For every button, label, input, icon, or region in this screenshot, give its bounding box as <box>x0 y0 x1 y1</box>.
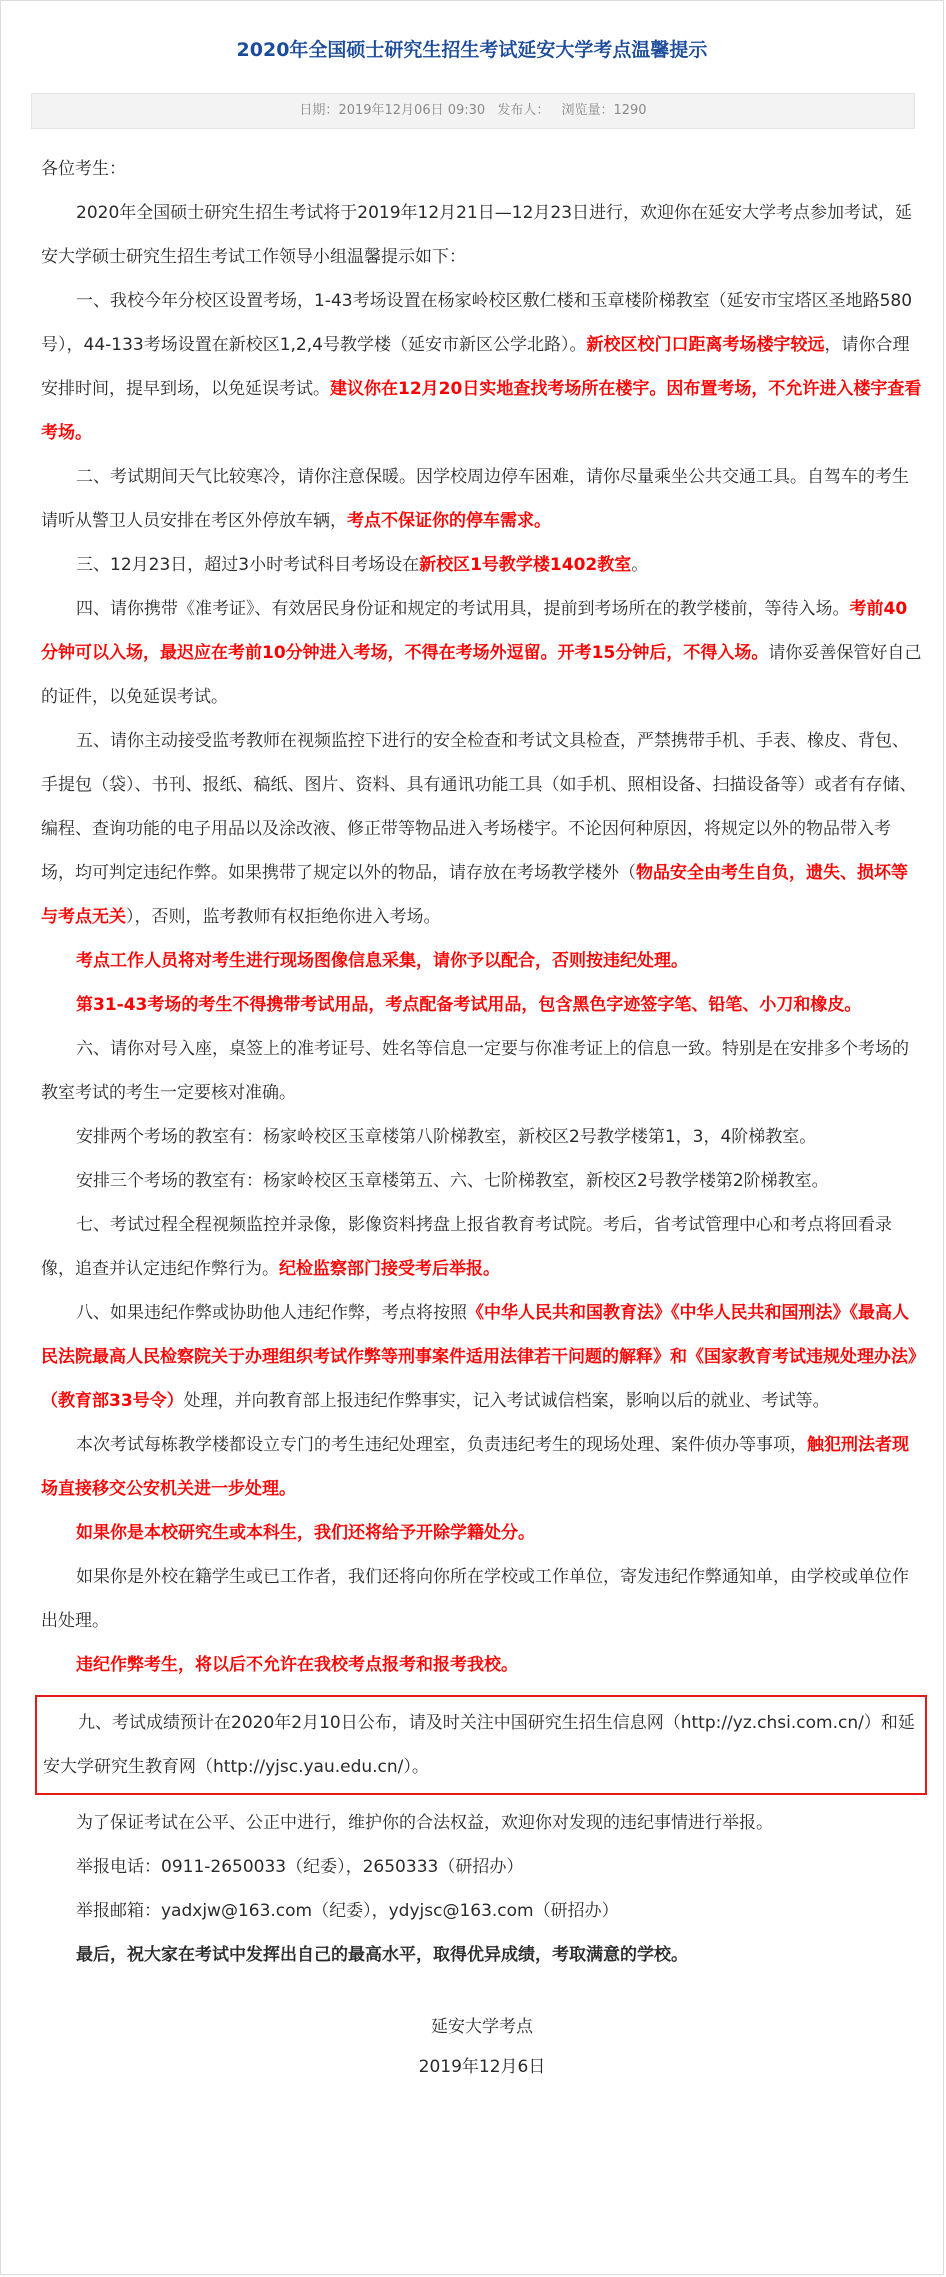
signature-date: 2019年12月6日 <box>418 2057 546 2077</box>
notice-exam-supplies: 第31-43考场的考生不得携带考试用品，考点配备考试用品，包含黑色字迹签字笔、铅笔、小刀和橡皮。 <box>76 995 862 1015</box>
paragraph-4: 四、请你携带《准考证》、有效居民身份证和规定的考试用具，提前到考场所在的教学楼前，等待入场。考前40分钟可以入场，最迟应在考前10分钟进入考场，不得在考场外逗留。开考15分钟后，不得入场。请你妥善保管好自己的证件，以免延误考试。 <box>41 599 922 707</box>
three-room-list: 安排三个考场的教室有：杨家岭校区玉章楼第五、六、七阶梯教室，新校区2号教学楼第2阶梯教室。 <box>76 1171 829 1191</box>
external-student-paragraph: 如果你是外校在籍学生或已工作者，我们还将向你所在学校或工作单位，寄发违纪作弊通知单，由学校或单位作出处理。 <box>41 1567 909 1631</box>
view-count: 浏览量：1290 <box>561 103 647 118</box>
paragraph-9: 九、考试成绩预计在2020年2月10日公布，请及时关注中国研究生招生信息网（http://yz.chsi.com.cn/）和延安大学研究生教育网（http://yjsc.yau.edu.cn/）。 <box>43 1713 915 1777</box>
score-release-box <box>35 1695 927 1795</box>
closing-wish: 最后，祝大家在考试中发挥出自己的最高水平，取得优异成绩，考取满意的学校。 <box>76 1945 688 1965</box>
notice-ban: 违纪作弊考生，将以后不允许在我校考点报考和报考我校。 <box>76 1655 518 1675</box>
two-room-list: 安排两个考场的教室有：杨家岭校区玉章楼第八阶梯教室，新校区2号教学楼第1，3，4阶梯教室。 <box>76 1127 817 1147</box>
paragraph-3: 三、12月23日，超过3小时考试科目考场设在新校区1号教学楼1402教室。 <box>76 555 649 575</box>
article-title: 2020年全国硕士研究生招生考试延安大学考点温馨提示 <box>236 39 708 61</box>
paragraph-2: 二、考试期间天气比较寒冷，请你注意保暖。因学校周边停车困难，请你尽量乘坐公共交通工具。自驾车的考生请听从警卫人员安排在考区外停放车辆，考点不保证你的停车需求。 <box>41 467 909 531</box>
article-meta <box>31 93 915 129</box>
publish-date: 日期：2019年12月06日 09:30 <box>299 103 486 118</box>
notice-image-collection: 考点工作人员将对考生进行现场图像信息采集，请你予以配合，否则按违纪处理。 <box>76 951 688 971</box>
report-email: 举报邮箱：yadxjw@163.com（纪委），ydyjsc@163.com（研招办） <box>76 1901 619 1921</box>
notice-expulsion: 如果你是本校研究生或本科生，我们还将给予开除学籍处分。 <box>76 1523 535 1543</box>
paragraph-10: 为了保证考试在公平、公正中进行，维护你的合法权益，欢迎你对发现的违纪事情进行举报。 <box>76 1813 773 1833</box>
signature-block <box>41 2007 923 2087</box>
paragraph-8: 八、如果违纪作弊或协助他人违纪作弊，考点将按照《中华人民共和国教育法》《中华人民共和国刑法》《最高人民法院最高人民检察院关于办理组织考试作弊等刑事案件适用法律若干问题的解释》和《国家教育考试违规处理办法》（教育部33号令）处理，并向教育部上报违纪作弊事实，记入考试诚信档案，影响以后的就业、考试等。 <box>41 1303 917 1411</box>
signature-org: 延安大学考点 <box>431 2017 533 2037</box>
paragraph-7: 七、考试过程全程视频监控并录像，影像资料拷盘上报省教育考试院。考后，省考试管理中心和考点将回看录像，追查并认定违纪作弊行为。纪检监察部门接受考后举报。 <box>41 1215 892 1279</box>
article-body <box>41 147 923 2087</box>
intro-paragraph: 2020年全国硕士研究生招生考试将于2019年12月21日—12月23日进行，欢迎你在延安大学考点参加考试，延安大学硕士研究生招生考试工作领导小组温馨提示如下： <box>41 203 913 267</box>
violation-room-paragraph: 本次考试每栋教学楼都设立专门的考生违纪处理室，负责违纪考生的现场处理、案件侦办等事项，触犯刑法者现场直接移交公安机关进一步处理。 <box>41 1435 909 1499</box>
paragraph-6: 六、请你对号入座，桌签上的准考证号、姓名等信息一定要与你准考证上的信息一致。特别是在安排多个考场的教室考试的考生一定要核对准确。 <box>41 1039 909 1103</box>
greeting: 各位考生： <box>41 159 126 179</box>
report-phone: 举报电话：0911-2650033（纪委），2650333（研招办） <box>76 1857 524 1877</box>
paragraph-5: 五、请你主动接受监考教师在视频监控下进行的安全检查和考试文具检查，严禁携带手机、手表、橡皮、背包、手提包（袋）、书刊、报纸、稿纸、图片、资料、具有通讯功能工具（如手机、照相设备、扫描设备等）或者有存储、编程、查询功能的电子用品以及涂改液、修正带等物品进入考场楼宇。不论因何种原因，将规定以外的物品带入考场，均可判定违纪作弊。如果携带了规定以外的物品，请存放在考场教学楼外（物品安全由考生自负，遗失、损坏等与考点无关），否则，监考教师有权拒绝你进入考场。 <box>41 731 917 927</box>
publisher: 发布人： <box>497 103 550 118</box>
paragraph-1: 一、我校今年分校区设置考场，1-43考场设置在杨家岭校区敷仁楼和玉章楼阶梯教室（延安市宝塔区圣地路580号），44-133考场设置在新校区1,2,4号教学楼（延安市新区公学北路）。新校区校门口距离考场楼宇较远，请你合理安排时间，提早到场，以免延误考试。建议你在12月20日实地查找考场所在楼宇。因布置考场，不允许进入楼宇查看考场。 <box>41 291 922 443</box>
